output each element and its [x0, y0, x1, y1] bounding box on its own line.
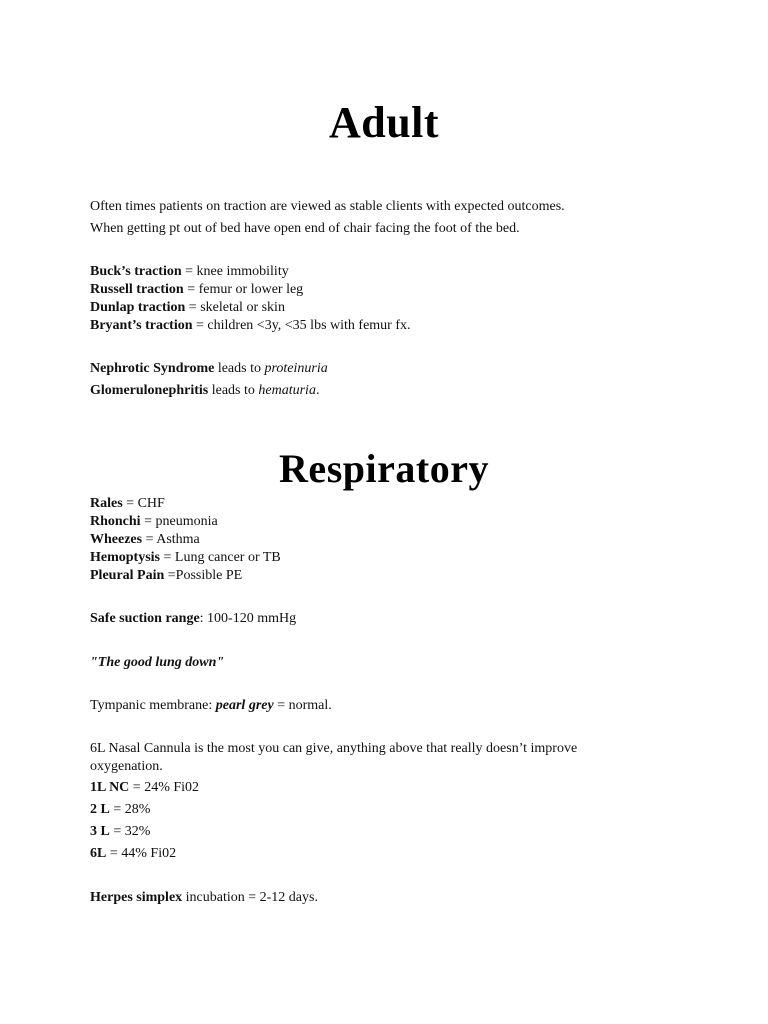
- sound-desc: = Lung cancer or TB: [160, 550, 281, 565]
- traction-term: Buck’s traction: [90, 264, 182, 279]
- sound-term: Rales: [90, 496, 123, 511]
- herpes-desc: incubation = 2-12 days.: [182, 890, 318, 905]
- suction-range: [90, 610, 690, 628]
- oxygen-value: = 32%: [109, 824, 151, 839]
- traction-item: [90, 299, 690, 317]
- suction-term: Safe suction range: [90, 611, 200, 626]
- tympanic-label: Tympanic membrane:: [90, 698, 216, 713]
- traction-desc: = children <3y, <35 lbs with femur fx.: [192, 318, 411, 333]
- traction-term: Bryant’s traction: [90, 318, 193, 333]
- traction-item: [90, 317, 690, 335]
- sound-desc: = pneumonia: [140, 514, 218, 529]
- tympanic-note: [90, 697, 690, 715]
- sound-desc: = Asthma: [142, 532, 200, 547]
- sound-term: Wheezes: [90, 532, 143, 547]
- renal-link: leads to: [208, 383, 259, 398]
- suction-value: : 100-120 mmHg: [199, 611, 297, 626]
- herpes-note: [90, 889, 690, 907]
- sound-item: [90, 567, 690, 585]
- heading-respiratory: Respiratory: [279, 446, 489, 491]
- sound-item: [90, 549, 690, 567]
- traction-term: Russell traction: [90, 282, 184, 297]
- sound-term: Pleural Pain: [90, 568, 165, 583]
- oxygen-term: 2 L: [90, 802, 110, 817]
- traction-desc: = knee immobility: [181, 264, 289, 279]
- oxygen-term: 6L: [90, 846, 107, 861]
- oxygen-item: [90, 845, 690, 863]
- renal-item: [90, 382, 690, 400]
- oxygen-item: [90, 823, 690, 841]
- sound-item: [90, 513, 690, 531]
- oxygen-term: 3 L: [90, 824, 110, 839]
- renal-link: leads to: [214, 361, 265, 376]
- traction-item: [90, 263, 690, 281]
- traction-item: [90, 281, 690, 299]
- heading-adult: Adult: [328, 98, 440, 147]
- sound-item: [90, 495, 690, 513]
- tympanic-term: pearl grey: [215, 698, 274, 713]
- sound-item: [90, 531, 690, 549]
- sound-term: Hemoptysis: [90, 550, 160, 565]
- renal-tail: .: [315, 383, 320, 398]
- bed-chair-note: When getting pt out of bed have open end of chair facing the foot of the bed.: [90, 221, 520, 236]
- oxygen-value: = 28%: [109, 802, 151, 817]
- renal-item: [90, 360, 690, 378]
- renal-result: hematuria: [258, 383, 316, 398]
- good-lung-text: "The good lung down": [90, 655, 225, 670]
- traction-desc: = femur or lower leg: [183, 282, 304, 297]
- cannula-note: 6L Nasal Cannula is the most you can give, anything above that really doesn’t improve oxygenation.: [90, 741, 578, 774]
- oxygen-item: [90, 801, 690, 819]
- oxygen-value: = 24% Fi02: [129, 780, 200, 795]
- oxygen-item: [90, 779, 690, 797]
- good-lung-note: [90, 654, 690, 672]
- tympanic-result: = normal.: [273, 698, 332, 713]
- oxygen-value: = 44% Fi02: [106, 846, 177, 861]
- renal-result: proteinuria: [264, 361, 328, 376]
- oxygen-term: 1L NC: [90, 780, 130, 795]
- sound-term: Rhonchi: [90, 514, 141, 529]
- sound-desc: = CHF: [122, 496, 165, 511]
- traction-stable-note: Often times patients on traction are viewed as stable clients with expected outcomes.: [90, 199, 565, 214]
- herpes-term: Herpes simplex: [90, 890, 183, 905]
- traction-term: Dunlap traction: [90, 300, 186, 315]
- sound-desc: =Possible PE: [164, 568, 243, 583]
- traction-desc: = skeletal or skin: [185, 300, 285, 315]
- renal-term: Nephrotic Syndrome: [90, 361, 215, 376]
- renal-term: Glomerulonephritis: [90, 383, 209, 398]
